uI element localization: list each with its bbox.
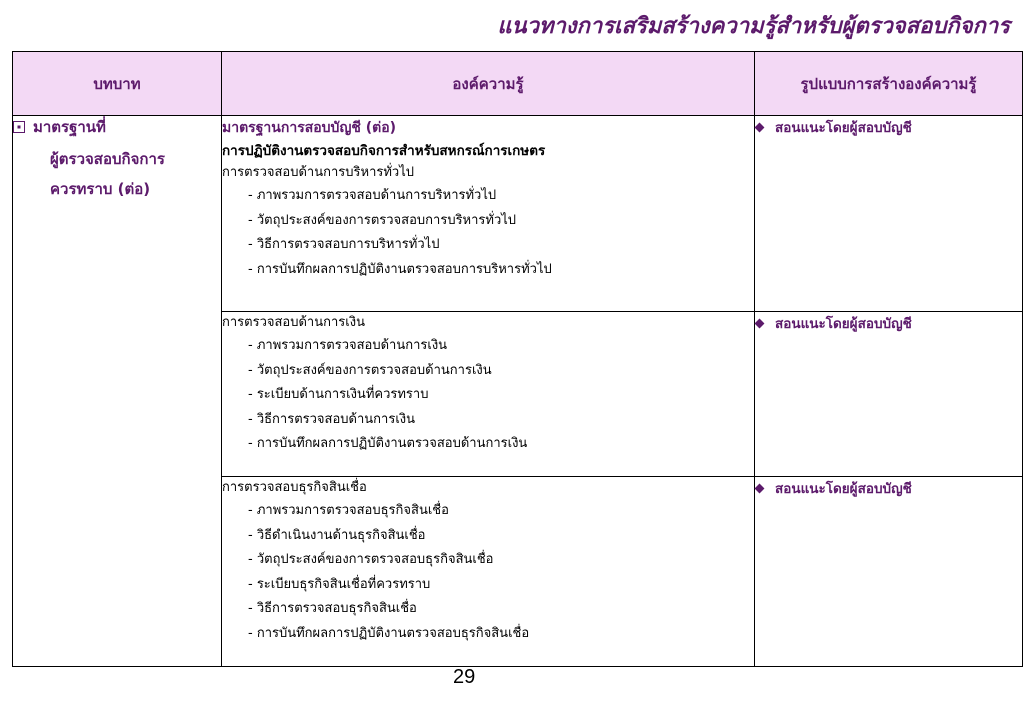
table-row: [13, 116, 1023, 312]
format-cell: [755, 116, 1023, 312]
format-label: สอนแนะโดยผู้สอบบัญชี: [775, 120, 912, 136]
list-item: - การบันทึกผลการปฏิบัติงานตรวจสอบธุรกิจสินเชื่อ: [248, 625, 530, 641]
knowledge-cell: [222, 477, 755, 667]
role-line: มาตรฐานที่: [33, 118, 106, 136]
diamond-bullet-icon: [755, 483, 765, 493]
square-bullet-icon: [13, 121, 25, 133]
format-entry: [755, 312, 1022, 334]
list-item: - การบันทึกผลการปฏิบัติงานตรวจสอบการบริหารทั่วไป: [248, 261, 552, 277]
section-subtitle: การปฏิบัติงานตรวจสอบกิจการสำหรับสหกรณ์การเกษตร: [222, 143, 546, 159]
table-header-row: [13, 52, 1023, 116]
list-item: - ภาพรวมการตรวจสอบธุรกิจสินเชื่อ: [248, 503, 449, 518]
list-item: - วัตถุประสงค์ของการตรวจสอบการบริหารทั่วไป: [248, 212, 517, 228]
format-label: สอนแนะโดยผู้สอบบัญชี: [775, 481, 912, 497]
section-heading: การตรวจสอบธุรกิจสินเชื่อ: [222, 480, 367, 495]
column-header-format: รูปแบบการสร้างองค์ความรู้: [755, 52, 1023, 116]
section-heading: การตรวจสอบด้านการเงิน: [222, 315, 365, 330]
list-item: - ระเบียบด้านการเงินที่ควรทราบ: [248, 387, 429, 402]
role-heading: [13, 116, 221, 138]
list-item: - วัตถุประสงค์ของการตรวจสอบธุรกิจสินเชื่อ: [248, 552, 494, 567]
list-item: - ระเบียบธุรกิจสินเชื่อที่ควรทราบ: [248, 576, 431, 592]
role-line: ผู้ตรวจสอบกิจการ: [50, 150, 165, 168]
format-entry: [755, 477, 1022, 499]
list-item: - วิธีการตรวจสอบด้านการเงิน: [248, 411, 416, 427]
list-item: - วิธีดำเนินงานด้านธุรกิจสินเชื่อ: [248, 527, 426, 543]
diamond-bullet-icon: [755, 318, 765, 328]
page-title: แนวทางการเสริมสร้างความรู้สำหรับผู้ตรวจสอบกิจการ: [497, 14, 1010, 39]
knowledge-cell: [222, 116, 755, 312]
role-line: ควรทราบ (ต่อ): [50, 180, 151, 198]
section-heading: การตรวจสอบด้านการบริหารทั่วไป: [222, 165, 415, 180]
list-item: - วัตถุประสงค์ของการตรวจสอบด้านการเงิน: [248, 362, 492, 378]
knowledge-cell: [222, 312, 755, 477]
list-item: - วิธีการตรวจสอบการบริหารทั่วไป: [248, 237, 440, 252]
format-cell: [755, 312, 1023, 477]
list-item: - การบันทึกผลการปฏิบัติงานตรวจสอบด้านการเงิน: [248, 436, 528, 451]
role-cell: [13, 116, 222, 667]
list-item: - ภาพรวมการตรวจสอบด้านการเงิน: [248, 338, 448, 353]
format-label: สอนแนะโดยผู้สอบบัญชี: [775, 316, 912, 332]
diamond-bullet-icon: [755, 122, 765, 132]
knowledge-table: [12, 51, 1023, 667]
section-title: มาตรฐานการสอบบัญชี (ต่อ): [222, 120, 397, 136]
column-header-role: บทบาท: [13, 52, 222, 116]
page-number: 29: [453, 666, 476, 688]
list-item: - ภาพรวมการตรวจสอบด้านการบริหารทั่วไป: [248, 188, 497, 203]
format-cell: [755, 477, 1023, 667]
list-item: - วิธีการตรวจสอบธุรกิจสินเชื่อ: [248, 601, 417, 616]
column-header-knowledge: องค์ความรู้: [222, 52, 755, 116]
format-entry: [755, 116, 1022, 138]
